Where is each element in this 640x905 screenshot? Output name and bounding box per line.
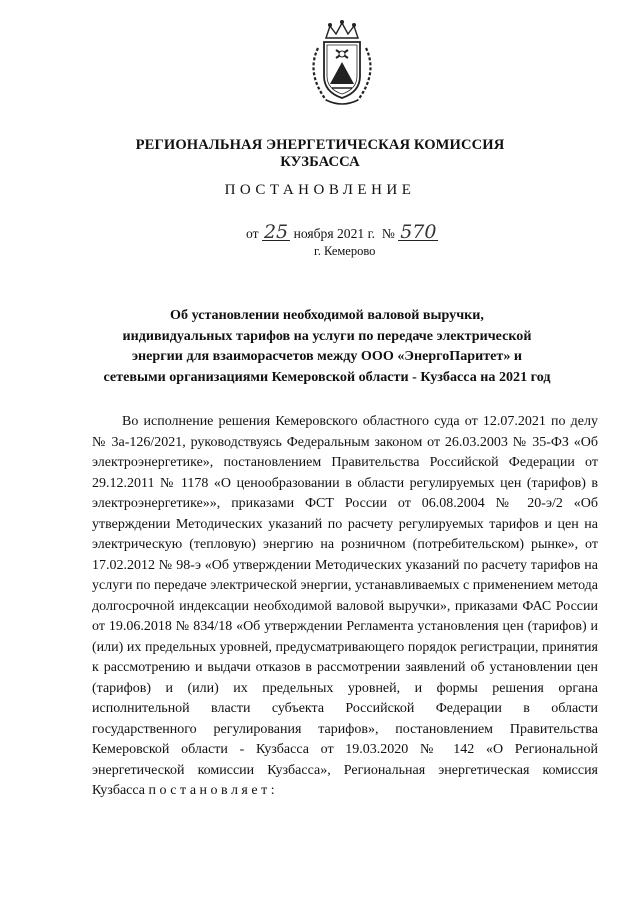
month-year: ноября 2021 г. [293, 226, 376, 241]
coat-of-arms-emblem [296, 18, 388, 110]
title-line-3: энергии для взаиморасчетов между ООО «ЭнергоПаритет» и [131, 348, 523, 364]
date-prefix: от [246, 226, 259, 241]
title-line-2: индивидуальных тарифов на услуги по передаче электрической [122, 327, 532, 344]
number-label: № [381, 226, 395, 241]
title-line-4: сетевыми организациями Кемеровской области - Кузбасса на 2021 год [103, 368, 551, 385]
document-title [92, 305, 562, 387]
closing-word: постановляет: [148, 783, 279, 798]
organization-name [120, 137, 520, 171]
body-paragraph [92, 412, 598, 802]
date-number-line [246, 221, 438, 243]
city: г. Кемерово [314, 244, 376, 258]
handwritten-day: 25 [263, 221, 289, 243]
body-text [92, 412, 598, 802]
paragraph-text: Во исполнение решения Кемеровского областного суда от 12.07.2021 по делу № 3а-126/2021, руководствуясь Федеральным законом от 26.03.2003 № 35-ФЗ «Об электроэнергетике», постановлением Правительства Российской Федерации от 29.12.2011 № 1178 «О ценообразовании в области регулируемых цен (тарифов) в электроэнергетике»», приказами ФСТ России от 06.08.2004 № 20-э/2 «Об утверждении Методических указаний по расчету регулируемых тарифов и цен на электрическую (тепловую) энергию на розничном (потребительском) рынке», от 17.02.2012 № 98-э «Об утверждении Методических указаний по расчету тарифов на услуги по передаче электрической энергии, устанавливаемых с применением метода долгосрочной индексации необходимой валовой выручки», приказами ФАС России от 19.06.2018 № 834/18 «Об утверждении Регламента установления цен (тарифов) и (или) их предельных уровней, предусматривающего порядок регистрации, принятия к рассмотрению и выдачи отказов в рассмотрении заявлений об установлении цен (тарифов) и (или) их предельных уровней, и формы решения органа исполнительной власти субъекта Российской Федерации в области государственного регулирования тарифов», постановлением Правительства Кемеровской области - Кузбасса от 19.03.2020 № 142 «О Региональной энергетической комиссии Кузбасса», Региональная энергетическая комиссия Кузбасса [92, 414, 598, 798]
title-line-1: Об установлении необходимой валовой выручки, [170, 307, 484, 323]
org-line-2: КУЗБАССА [280, 154, 360, 170]
handwritten-number: 570 [400, 221, 437, 243]
document-type: ПОСТАНОВЛЕНИЕ [224, 182, 416, 198]
org-line-1: РЕГИОНАЛЬНАЯ ЭНЕРГЕТИЧЕСКАЯ КОМИССИЯ [135, 137, 505, 153]
